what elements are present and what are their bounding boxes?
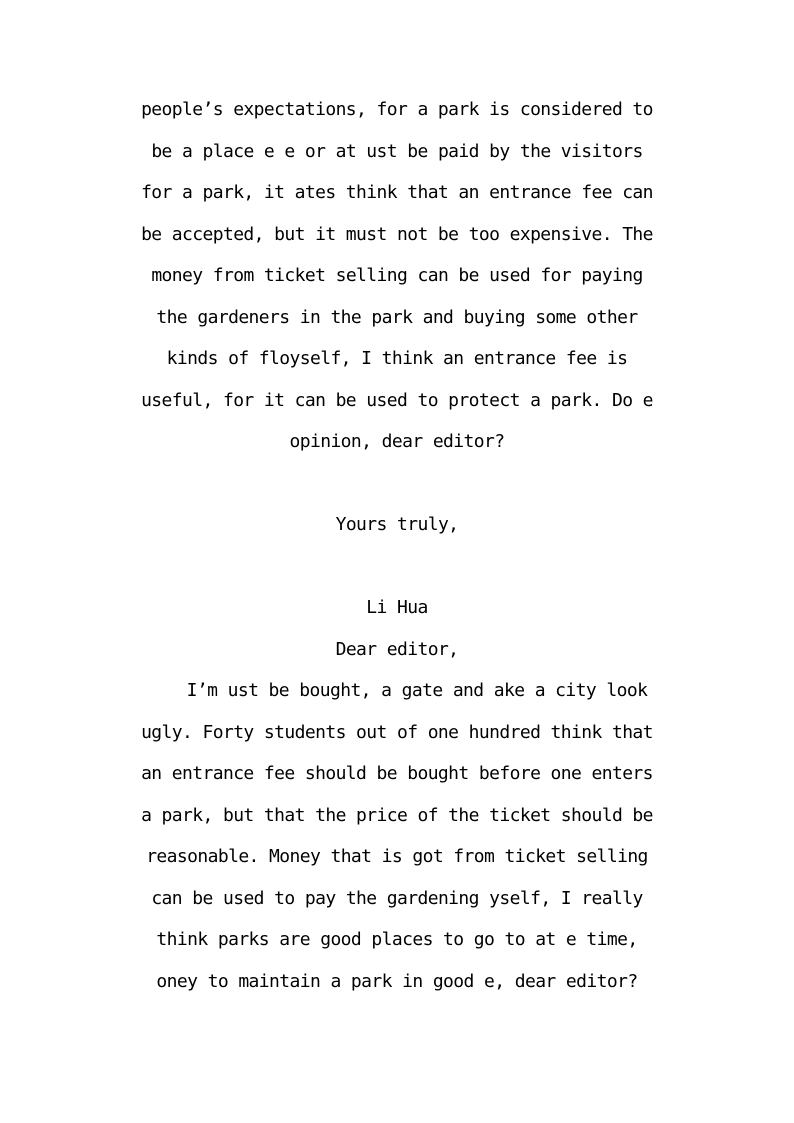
salutation: Dear editor, (335, 639, 459, 660)
text-line: think parks are good places to go to at e time, (156, 929, 638, 950)
text-line: ugly. Forty students out of one hundred think that (141, 722, 653, 743)
text-line: people’s expectations, for a park is considered to (141, 99, 653, 120)
text-line: money from ticket selling can be used for paying (151, 265, 643, 286)
text-line: oney to maintain a park in good e, dear editor? (156, 971, 638, 992)
signature: Li Hua (366, 597, 428, 618)
closing: Yours truly, (335, 514, 459, 535)
text-line: can be used to pay the gardening yself, I really (151, 888, 643, 909)
text-line: be a place e e or at ust be paid by the visitors (151, 141, 643, 162)
text-line: for a park, it ates think that an entrance fee can (141, 182, 653, 203)
text-line: useful, for it can be used to protect a park. Do e (141, 390, 653, 411)
text-line: a park, but that the price of the ticket should be (141, 805, 653, 826)
text-line: I’m ust be bought, a gate and ake a city look (186, 680, 648, 701)
text-line: an entrance fee should be bought before one enters (141, 763, 653, 784)
text-line: opinion, dear editor? (289, 431, 505, 452)
text-line: the gardeners in the park and buying some other (156, 307, 638, 328)
text-line: be accepted, but it must not be too expensive. The (141, 224, 653, 245)
text-line: kinds of floyself, I think an entrance fee is (166, 348, 628, 369)
text-line: reasonable. Money that is got from ticket selling (146, 846, 648, 867)
